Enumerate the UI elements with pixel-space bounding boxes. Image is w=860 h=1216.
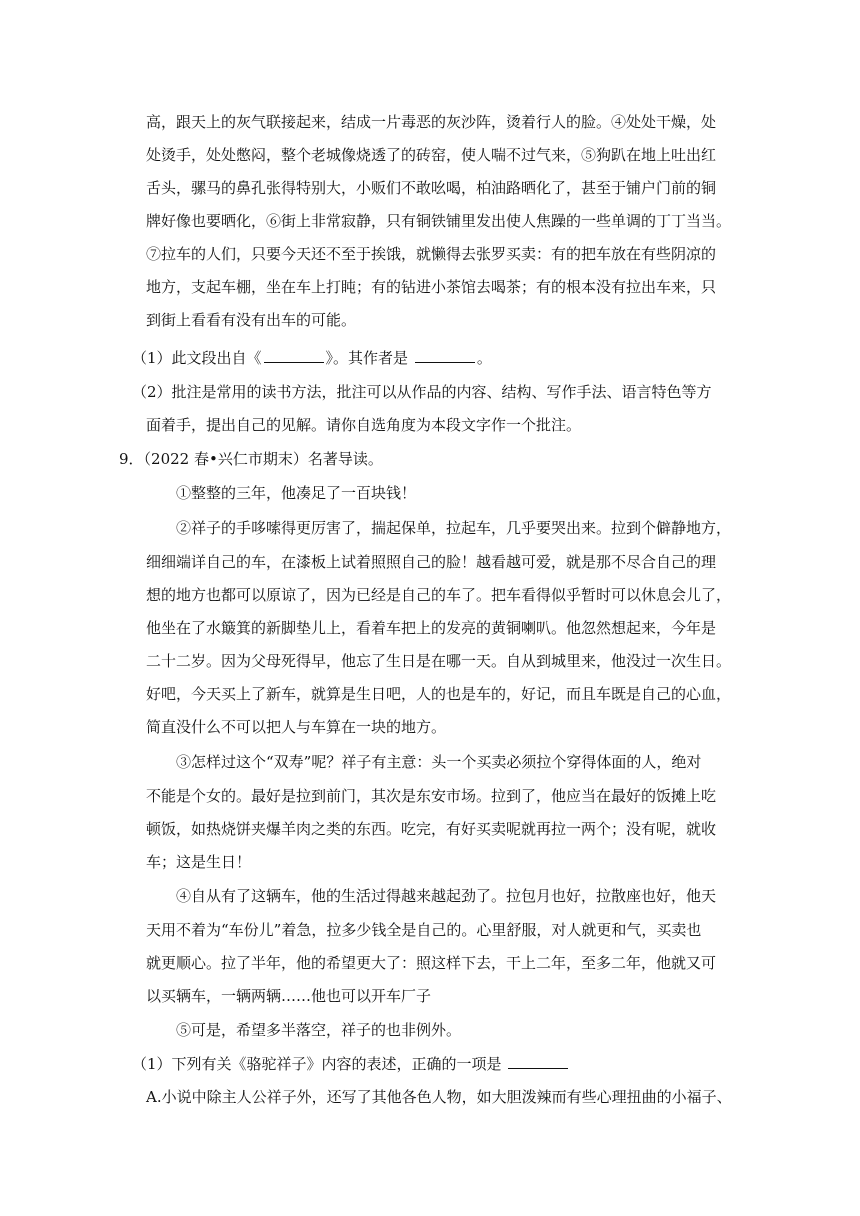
passage-line: 舌头，骡马的鼻孔张得特别大，小贩们不敢吆喝，柏油路晒化了，甚至于铺户门前的铜 (146, 179, 717, 197)
passage-line: 到街上看看有没有出车的可能。 (146, 311, 357, 329)
reading-paragraph-2-line: 细细端详自己的车，在漆板上试着照照自己的脸！越看越可爱，就是那不尽合自己的理 (146, 553, 717, 571)
question-8-2-line: （2）批注是常用的读书方法，批注可以从作品的内容、结构、写作手法、语言特色等方 (132, 383, 712, 401)
reading-paragraph-2-line: 想的地方也都可以原谅了，因为已经是自己的车了。把车看得似乎暂时可以休息会儿了， (146, 586, 732, 604)
passage-line: 处烫手，处处憋闷，整个老城像烧透了的砖窑，使人喘不过气来，⑤狗趴在地上吐出红 (146, 146, 717, 164)
question-9-1 (132, 1054, 570, 1074)
question-text: 。 (476, 349, 492, 367)
reading-paragraph-3-line: 车；这是生日！ (146, 853, 252, 871)
passage-line: 地方，支起车棚，坐在车上打盹；有的钻进小茶馆去喝茶；有的根本没有拉出车来，只 (146, 278, 717, 296)
reading-paragraph-3-line: ③怎样过这个“双寿”呢？祥子有主意：头一个买卖必须拉个穿得体面的人，绝对 (176, 753, 702, 771)
reading-paragraph-2-line: 简直没什么不可以把人与车算在一块的地方。 (146, 718, 447, 736)
answer-blank-choice[interactable] (508, 1054, 568, 1069)
passage-line: 高，跟天上的灰气联接起来，结成一片毒恶的灰沙阵，烫着行人的脸。④处处干燥，处 (146, 113, 717, 131)
reading-paragraph-2-line: ②祥子的手哆嗦得更厉害了，揣起保单，拉起车，几乎要哭出来。拉到个僻静地方， (176, 519, 732, 537)
reading-paragraph-4-line: 以买辆车，一辆两辆……他也可以开车厂子 (146, 987, 432, 1005)
option-a: A.小说中除主人公祥子外，还写了其他各色人物，如大胆泼辣而有些心理扭曲的小福子、 (146, 1088, 732, 1106)
answer-blank-book[interactable] (264, 348, 324, 363)
question-8-2-line: 面着手，提出自己的见解。请你自选角度为本段文字作一个批注。 (146, 416, 582, 434)
reading-paragraph-4-line: ④自从有了这辆车，他的生活过得越来越起劲了。拉包月也好，拉散座也好，他天 (176, 887, 717, 905)
question-text: 》。其作者是 (325, 349, 409, 367)
question-text: （1）此文段出自《 (132, 349, 262, 367)
reading-paragraph-3-line: 顿饭，如热烧饼夹爆羊肉之类的东西。吃完，有好买卖呢就再拉一两个；没有呢，就收 (146, 820, 717, 838)
question-8-1 (132, 348, 492, 368)
reading-paragraph-4-line: 就更顺心。拉了半年，他的希望更大了：照这样下去，干上二年，至多二年，他就又可 (146, 954, 717, 972)
reading-paragraph-4-line: 天用不着为“车份儿”着急，拉多少钱全是自己的。心里舒服，对人就更和气，买卖也 (146, 921, 702, 939)
reading-paragraph-5: ⑤可是，希望多半落空，祥子的也非例外。 (176, 1021, 462, 1039)
reading-paragraph-2-line: 他坐在了水簸箕的新脚垫儿上，看着车把上的发亮的黄铜喇叭。他忽然想起来，今年是 (146, 619, 717, 637)
reading-paragraph-1: ①整整的三年，他凑足了一百块钱！ (176, 484, 417, 502)
passage-line: ⑦拉车的人们，只要今天还不至于挨饿，就懒得去张罗买卖：有的把车放在有些阴凉的 (146, 245, 717, 263)
reading-paragraph-2-line: 二十二岁。因为父母死得早，他忘了生日是在哪一天。自从到城里来，他没过一次生日。 (146, 652, 732, 670)
reading-paragraph-3-line: 不能是个女的。最好是拉到前门，其次是东安市场。拉到了，他应当在最好的饭摊上吃 (146, 787, 717, 805)
reading-paragraph-2-line: 好吧，今天买上了新车，就算是生日吧，人的也是车的，好记，而且车既是自己的心血， (146, 685, 732, 703)
question-9-header: 9．（2022 春•兴仁市期末）名著导读。 (119, 450, 383, 468)
question-text: （1）下列有关《骆驼祥子》内容的表述，正确的一项是 (132, 1055, 502, 1073)
answer-blank-author[interactable] (415, 348, 475, 363)
passage-line: 牌好像也要晒化，⑥街上非常寂静，只有铜铁铺里发出使人焦躁的一些单调的丁丁当当。 (146, 212, 732, 230)
